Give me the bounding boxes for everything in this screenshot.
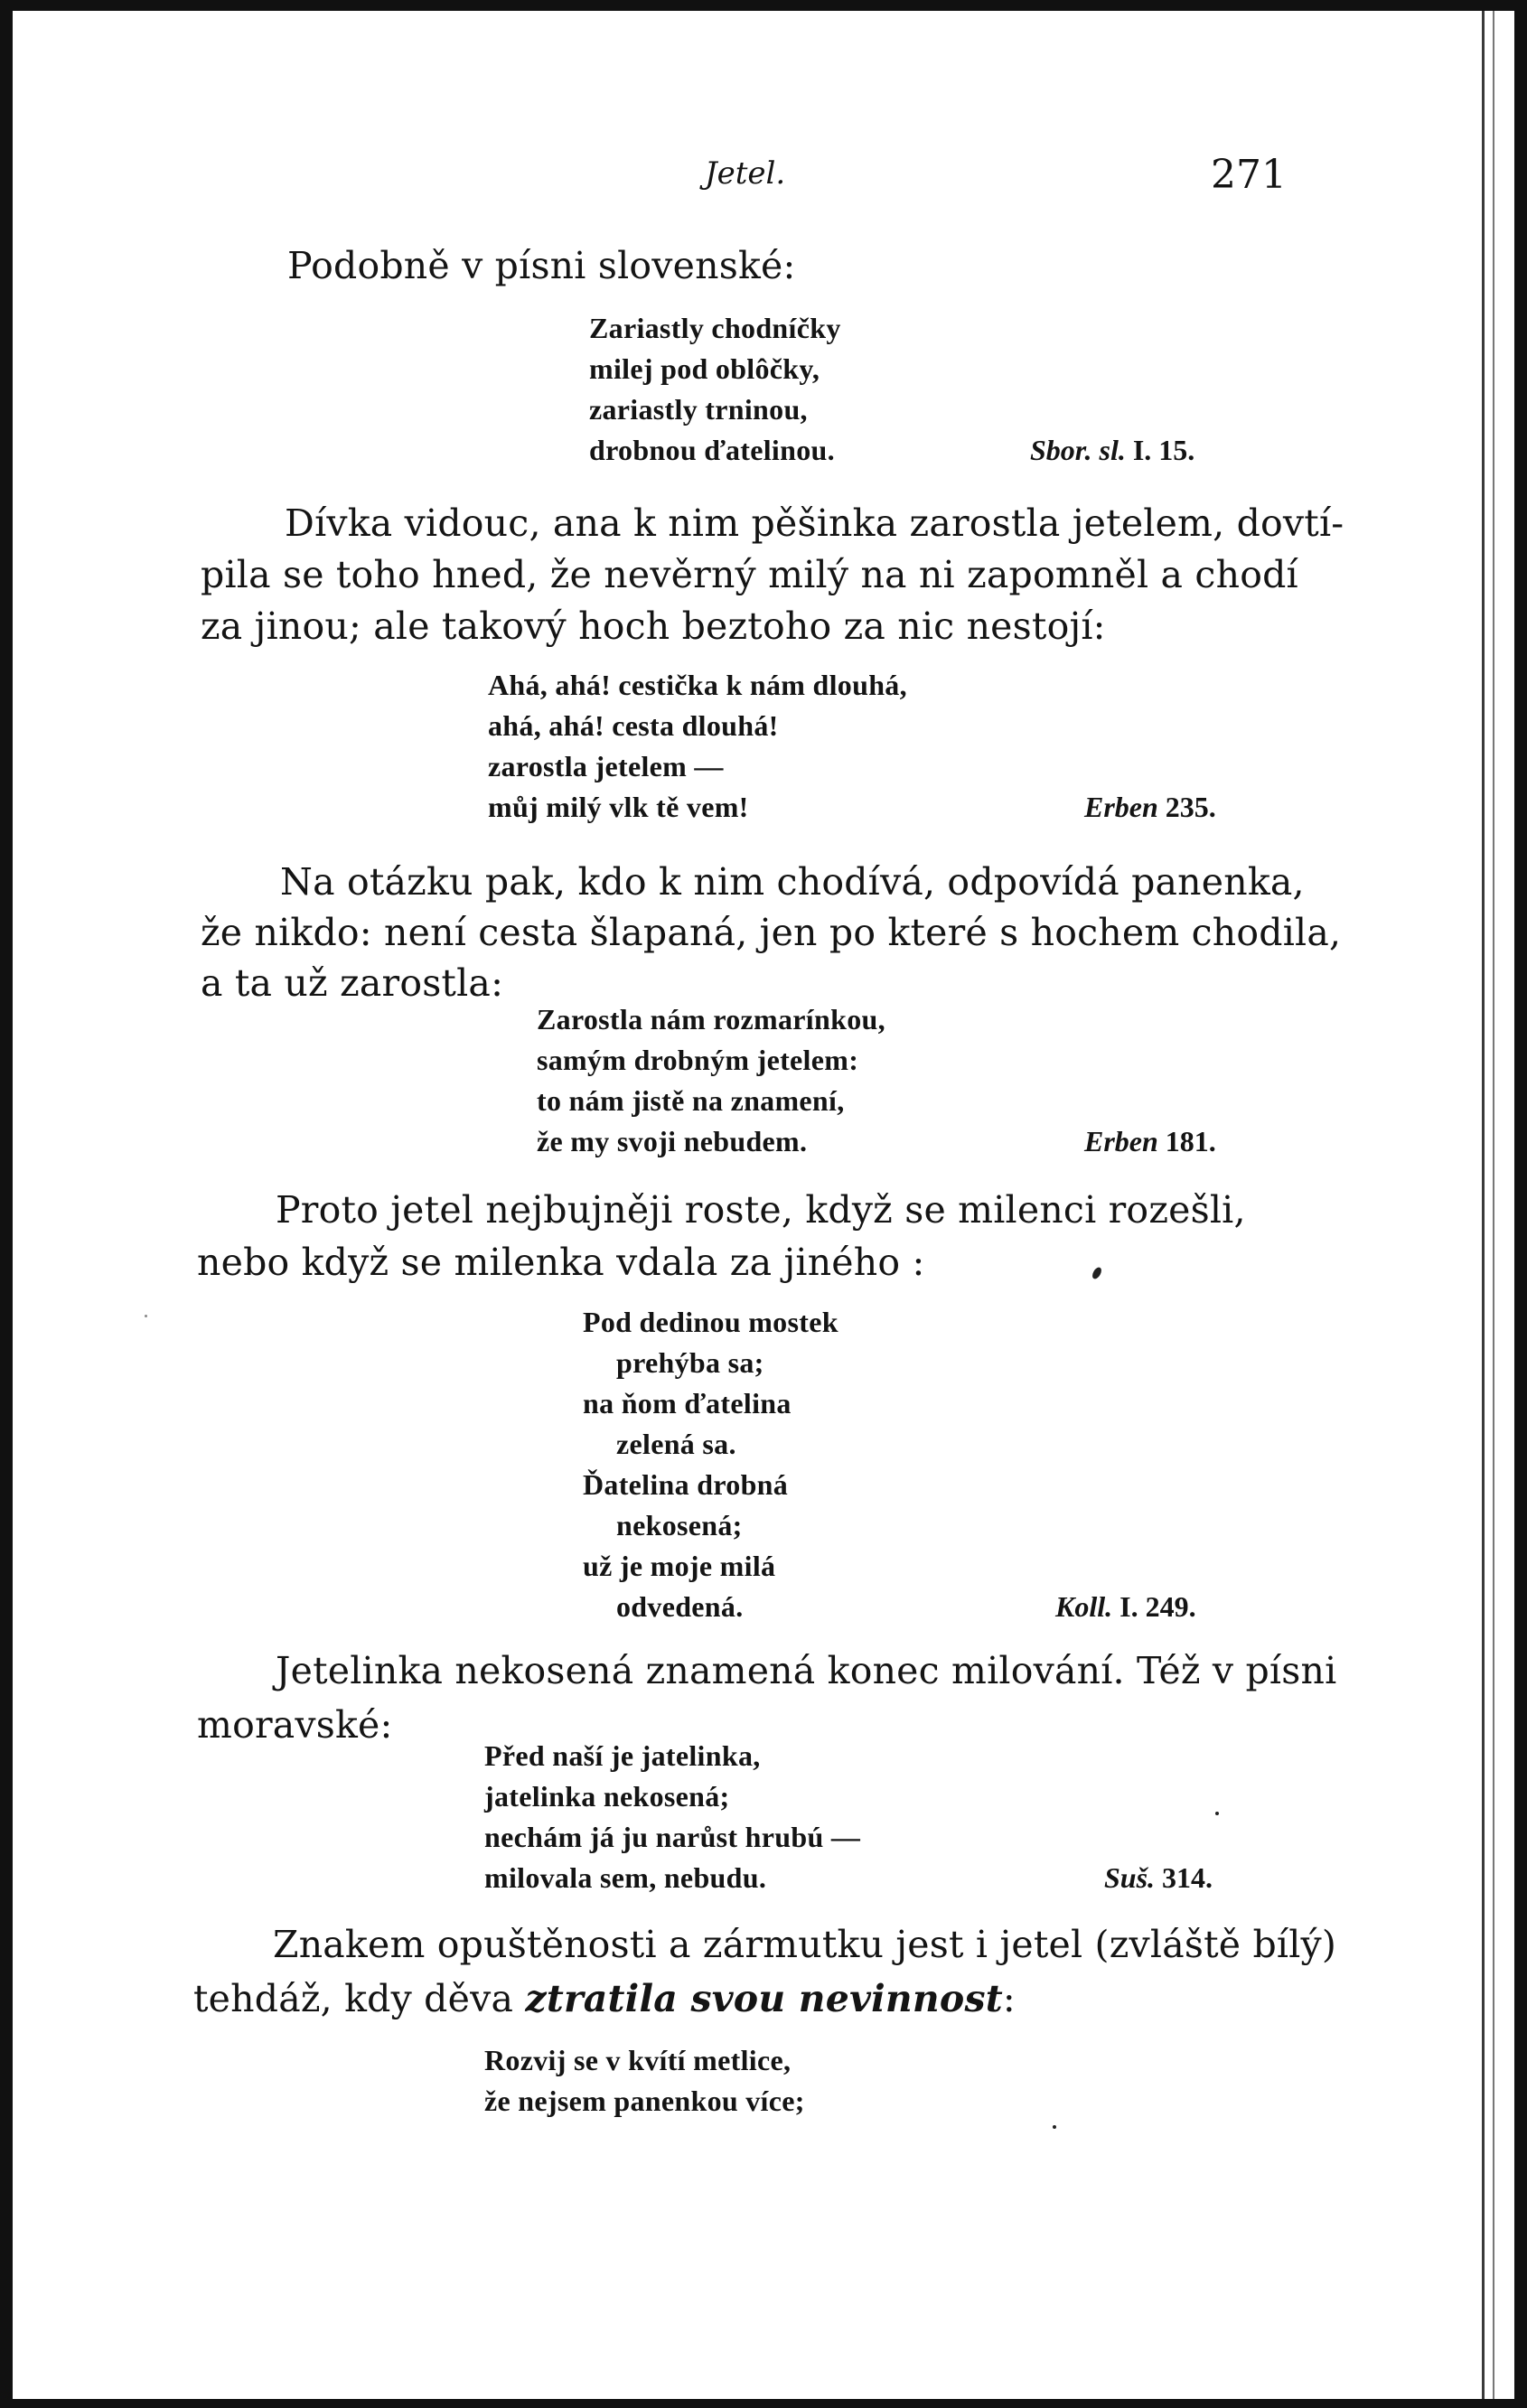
- source-reference: [1104, 1861, 1213, 1895]
- scan-speck: [1091, 1266, 1103, 1280]
- source-locator: I. 15.: [1132, 434, 1195, 466]
- page-number: 271: [1211, 152, 1287, 198]
- verse-line: nekosená;: [616, 1509, 743, 1541]
- verse-line: Před naší je jatelinka,: [484, 1739, 761, 1772]
- verse-line: Rozvij se v kvítí metlice,: [484, 2044, 792, 2076]
- prose-line: Proto jetel nejbujněji roste, když se milenci rozešli,: [276, 1188, 1246, 1232]
- verse-line: Ahá, ahá! cestička k nám dlouhá,: [488, 669, 907, 701]
- verse-line: milej pod oblôčky,: [589, 352, 820, 385]
- prose-line: a ta už zarostla:: [201, 961, 504, 1005]
- source-reference: [1084, 1125, 1216, 1158]
- source-name: Sbor. sl.: [1030, 434, 1126, 466]
- verse-line: můj milý vlk tě vem!: [488, 791, 749, 823]
- scan-speck: [1053, 2125, 1056, 2129]
- source-name: Koll.: [1055, 1590, 1113, 1623]
- source-locator: I. 249.: [1119, 1590, 1196, 1623]
- prose-text: tehdáž, kdy děva: [193, 1977, 526, 2020]
- prose-line: Znakem opuštěnosti a zármutku jest i jetel (zvláště bílý): [273, 1923, 1337, 1966]
- scan-speck: [1215, 1812, 1219, 1815]
- verse-line: ahá, ahá! cesta dlouhá!: [488, 709, 779, 742]
- verse-line: že my svoji nebudem.: [537, 1125, 808, 1157]
- verse-line: to nám jistě na znamení,: [537, 1084, 845, 1117]
- verse-line: na ňom ďatelina: [583, 1387, 792, 1420]
- verse-line: už je moje milá: [583, 1550, 776, 1582]
- prose-line: nebo když se milenka vdala za jiného :: [197, 1241, 925, 1284]
- verse-line: zelená sa.: [616, 1428, 736, 1460]
- source-locator: 314.: [1162, 1861, 1213, 1894]
- source-name: Erben: [1084, 791, 1158, 823]
- prose-line: Jetelinka nekosená znamená konec milování. Též v písni: [276, 1649, 1337, 1692]
- verse-line: zariastly trninou,: [589, 393, 808, 426]
- running-header: Jetel.: [705, 155, 786, 192]
- source-reference: [1084, 791, 1216, 824]
- source-locator: 235.: [1165, 791, 1216, 823]
- verse-line: jatelinka nekosená;: [484, 1780, 730, 1813]
- verse-line: Zariastly chodníčky: [589, 312, 841, 344]
- verse-line: milovala sem, nebudu.: [484, 1861, 767, 1894]
- source-reference: [1055, 1590, 1196, 1624]
- prose-line: Dívka vidouc, ana k nim pěšinka zarostla jetelem, dovtí-: [285, 501, 1344, 545]
- prose-line: pila se toho hned, že nevěrný milý na ni zapomněl a chodí: [201, 553, 1298, 596]
- prose-line: Na otázku pak, kdo k nim chodívá, odpovídá panenka,: [280, 860, 1305, 904]
- prose-line: [193, 1977, 1016, 2020]
- prose-line: za jinou; ale takový hoch beztoho za nic nestojí:: [201, 604, 1106, 648]
- verse-line: odvedená.: [616, 1590, 744, 1623]
- verse-line: nechám já ju narůst hrubú —: [484, 1821, 861, 1853]
- verse-line: Ďatelina drobná: [583, 1468, 789, 1501]
- source-locator: 181.: [1165, 1125, 1216, 1157]
- scan-speck: [145, 1315, 147, 1317]
- verse-line: že nejsem panenkou více;: [484, 2085, 805, 2117]
- verse-line: prehýba sa;: [616, 1346, 764, 1379]
- source-name: Suš.: [1104, 1861, 1156, 1894]
- prose-line: moravské:: [197, 1703, 393, 1747]
- prose-line: že nikdo: není cesta šlapaná, jen po které s hochem chodila,: [201, 911, 1342, 954]
- source-name: Erben: [1084, 1125, 1158, 1157]
- verse-line: zarostla jetelem —: [488, 750, 724, 782]
- source-reference: [1030, 434, 1194, 467]
- prose-text: :: [1002, 1977, 1016, 2020]
- verse-line: Pod dedinou mostek: [583, 1306, 838, 1338]
- paragraph-1: Podobně v písni slovenské:: [287, 244, 796, 287]
- verse-line: drobnou ďatelinou.: [589, 434, 835, 466]
- verse-line: samým drobným jetelem:: [537, 1044, 859, 1076]
- verse-line: Zarostla nám rozmarínkou,: [537, 1003, 885, 1035]
- emphasized-text: ztratila svou nevinnost: [525, 1977, 1003, 2020]
